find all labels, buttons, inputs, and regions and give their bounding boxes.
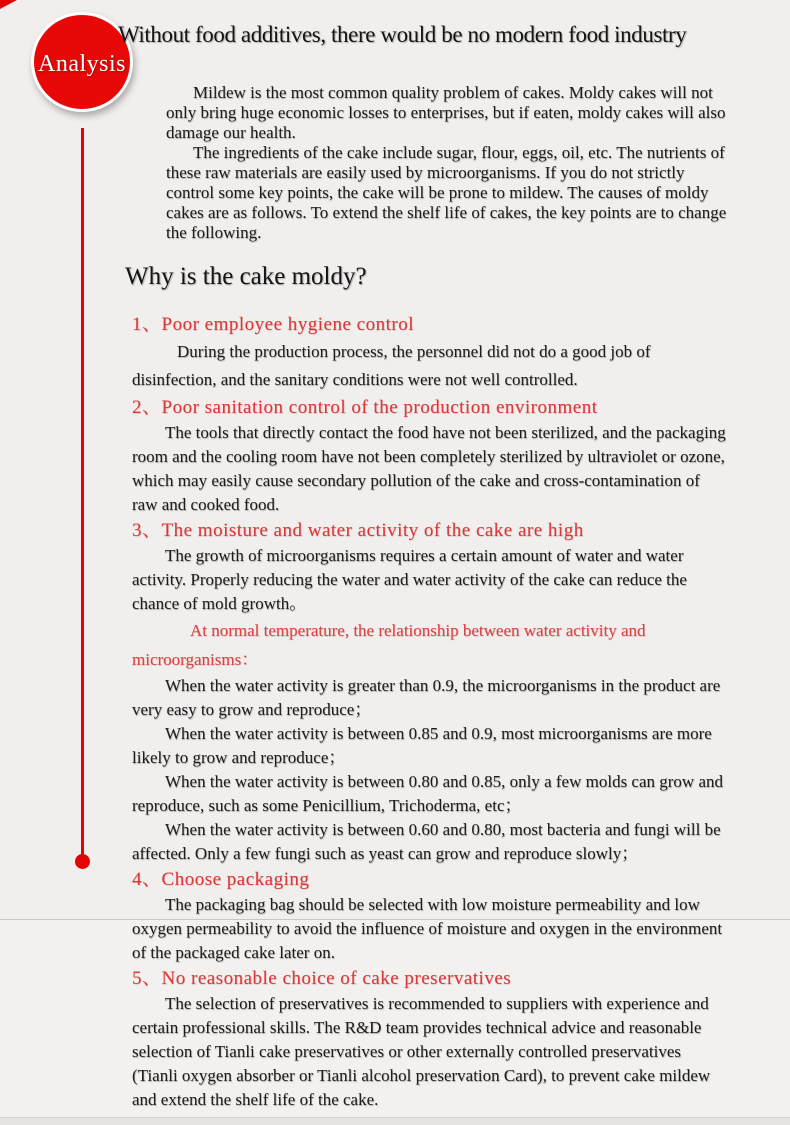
cause-1-title: [132, 314, 726, 336]
cause-number: 5、: [132, 968, 162, 989]
cause-title-text: Poor employee hygiene control: [161, 314, 414, 335]
intro-paragraph: The ingredients of the cake include sugar, flour, eggs, oil, etc. The nutrients of these raw materials are easily used by microorganisms. If you do not strictly control some key points, the cake will be prone to mildew. The causes of moldy cakes are as follows. To extend the shelf life of cakes, the key points are to change the following.: [166, 143, 727, 242]
corner-accent-icon: [0, 0, 17, 9]
cause-number: 1、: [132, 314, 162, 335]
cause-title-text: No reasonable choice of cake preservatives: [161, 968, 512, 989]
cause-number: 4、: [132, 869, 162, 890]
section-heading: Why is the cake moldy?: [125, 263, 367, 290]
cause-list: [132, 311, 726, 1112]
cause-3-note: At normal temperature, the relationship between water activity and microorganisms：: [132, 621, 646, 669]
intro-paragraph: Mildew is the most common quality problem of cakes. Moldy cakes will not only bring huge economic losses to enterprises, but if eaten, moldy cakes will also damage our health.: [166, 83, 726, 142]
cause-1-paragraph: During the production process, the personnel did not do a good job of disinfection, and the sanitary conditions were not well controlled.: [132, 342, 651, 389]
cause-number: 3、: [132, 520, 162, 541]
cause-3-subparagraph: When the water activity is between 0.60 and 0.80, most bacteria and fungi will be affected. Only a few fungi such as yeast can grow and reproduce slowly；: [132, 820, 721, 863]
analysis-badge-label: Analysis: [38, 50, 126, 77]
cause-title-text: The moisture and water activity of the cake are high: [161, 520, 584, 541]
cause-4-paragraph: The packaging bag should be selected with low moisture permeability and low oxygen permeability to avoid the influence of moisture and oxygen in the environment of the packaged cake later on.: [132, 895, 723, 962]
cause-5-title: [132, 968, 726, 990]
timeline-line: [81, 128, 84, 855]
timeline-end-dot-icon: [75, 854, 90, 869]
cause-title-text: Choose packaging: [161, 869, 310, 890]
cause-number: 2、: [132, 397, 162, 418]
cause-3-paragraph: The growth of microorganisms requires a certain amount of water and water activity. Properly reducing the water and water activity of the cake can reduce the chance of mold growth。: [132, 546, 687, 613]
cause-3-subparagraph: When the water activity is greater than 0.9, the microorganisms in the product are very easy to grow and reproduce；: [132, 676, 721, 719]
cause-2-title: [132, 397, 726, 419]
cause-3-title: [132, 520, 726, 542]
cause-3-subparagraph: When the water activity is between 0.85 and 0.9, most microorganisms are more likely to grow and reproduce；: [132, 724, 712, 767]
bottom-edge-strip: [0, 1117, 790, 1125]
cause-2-paragraph: The tools that directly contact the food have not been sterilized, and the packaging room and the cooling room have not been completely sterilized by ultraviolet or ozone, which may easily cause secondary pollution of the cake and cross-contamination of raw and cooked food.: [132, 423, 726, 514]
cause-title-text: Poor sanitation control of the production environment: [161, 397, 598, 418]
cause-5-paragraph: The selection of preservatives is recommended to suppliers with experience and certain professional skills. The R&D team provides technical advice and reasonable selection of Tianli cake preservatives or other externally controlled preservatives (Tianli oxygen absorber or Tianli alcohol preservation Card), to prevent cake mildew and extend the shelf life of the cake.: [132, 994, 711, 1109]
cause-3-subparagraph: When the water activity is between 0.80 and 0.85, only a few molds can grow and reproduce, such as some Penicillium, Trichoderma, etc；: [132, 772, 724, 815]
cause-4-title: [132, 869, 726, 891]
intro-block: [166, 83, 728, 243]
page-title: Without food additives, there would be no modern food industry: [118, 22, 687, 47]
